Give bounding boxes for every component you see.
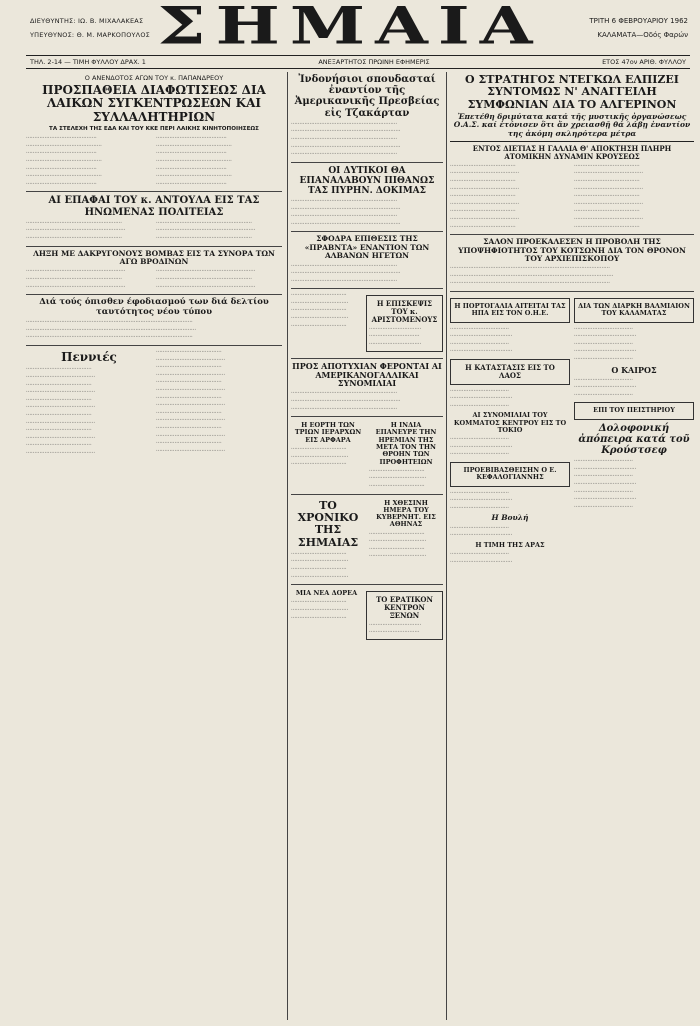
article-headline: Δολοφονική ἀπόπειρα κατά τοῦ Κρούστσεφ: [578, 422, 690, 456]
article-headline: ΤΟ ΧΡΟΝΙΚΟ ΤΗΣ ΣΗΜΑΙΑΣ: [297, 498, 359, 549]
column-left: [26, 72, 282, 1020]
issue-location: ΚΑΛΑΜΑΤΑ—Οδός Φαρών: [597, 31, 688, 39]
article-body: ··································· ·····································: [450, 551, 513, 565]
info-bar: [26, 55, 690, 69]
article-body: ························································· ··························································· ·························································: [26, 219, 126, 242]
article-headline: ΕΠΙ ΤΟΥ ΠΕΙΣΤΗΡΙΟΥ: [593, 406, 675, 415]
column-divider: [287, 72, 288, 1020]
article-body: ··································· ····································· ··································· ·····································: [450, 325, 513, 355]
article-body: ··································· ····································· ···································: [450, 489, 513, 511]
article-body: ······························································································· ································································································· ·······························································································: [450, 265, 614, 287]
article-subheadline: ΤΑ ΣΤΕΛΕΧΗ ΤΗΣ ΕΔΑ ΚΑΙ ΤΟΥ ΚΚΕ ΠΕΡΙ ΛΑΙΚΗΣ ΚΙΝΗΤΟΠΟΙΗΣΕΩΣ: [49, 126, 259, 133]
article-kicker: Ο ΑΝΕΝΔΟΤΟΣ ΑΓΩΝ ΤΟΥ κ. ΠΑΠΑΝΔΡΕΟΥ: [84, 74, 224, 82]
article-headline: Η Βουλή: [491, 513, 529, 523]
article-headline: Η ΠΟΡΤΟΓΑΛΙΑ ΑΙΤΕΙΤΑΙ ΤΑΣ ΗΠΑ ΕΙΣ ΤΟΝ Ο.Η.Ε.: [454, 302, 566, 318]
column-right: [450, 72, 694, 1020]
article-body: ··································· ····································· ···································: [450, 387, 513, 409]
article-headline: Η ΕΟΡΤΗ ΤΩΝ ΤΡΙΩΝ ΙΕΡΑΡΧΩΝ ΕΙΣ ΑΡΦΑΡΑ: [294, 421, 362, 444]
article-headline: ΣΑΛΟΝ ΠΡΟΕΚΑΛΕΣΕΝ Η ΠΡΟΒΟΛΗ ΤΗΣ ΥΠΟΨΗΦΙΟΤΗΤΟΣ ΤΟΥ ΚΟΤΣΩΝΗ ΔΙΑ ΤΟΝ ΘΡΟΝΟΝ ΤΟΥ ΑΡΧΙΕΠΙΣΚΟΠΟΥ: [458, 237, 686, 263]
article-headline: Πεννιές: [61, 349, 117, 364]
article-headline: ΜΙΑ ΝΕΑ ΔΟΡΕΑ: [295, 589, 358, 598]
paper-type: ΑΝΕΞΑΡΤΗΤΟΣ ΠΡΩΙΝΗ ΕΦΗΜΕΡΙΣ: [318, 58, 430, 66]
article-headline: Ἰνδονήσιοι σπουδασταί ἐναντίον τῆς Ἀμερικανικῆς Πρεσβείας εἰς Τζακάρταν: [294, 74, 440, 119]
article-body: ······································· ········································· ······································· ········································· ······································· ········································· ······································· ········································· ······································· ········································· ······································· ········································· ······································· ·········································: [156, 348, 226, 454]
column-center: [291, 72, 443, 1020]
article-body: ······························································· ································································· ······························································· ································································· ·······························································: [291, 120, 401, 158]
article-headline: ΑΙ ΣΥΝΟΜΙΛΙΑΙ ΤΟΥ ΚΟΜΜΑΤΟΣ ΚΕΝΤΡΟΥ ΕΙΣ ΤΟ ΤΟΚΙΟ: [453, 411, 567, 434]
article-headline: Διά τούς όπισθεν έφοδιασμού των διά δελτίου ταυτότητος νέου τύπου: [39, 297, 269, 317]
article-body: ································· ·································· ································· ··································: [369, 530, 427, 560]
article-body: ································· ·································· ·································: [369, 467, 427, 489]
article-headline: ΠΡΟΕΒΙΒΑΣΘΕΙΣΗΝ Ο Ε. ΚΕΦΑΛΟΓΙΑΝΝΗΣ: [463, 465, 557, 482]
article-headline: ΠΡΟΣΠΑΘΕΙΑ ΔΙΑΦΩΤΙΣΕΩΣ ΔΙΑ ΛΑΙΚΩΝ ΣΥΓΚΕΝΤΡΩΣΕΩΝ ΚΑΙ ΣΥΛΛΑΛΗΤΗΡΙΩΝ: [42, 83, 266, 124]
article-body: ······································· ········································· ······································· ········································· ······································· ········································· ······································· ········································· ·······································: [574, 162, 644, 230]
article-headline: ΠΡΟΣ ΑΠΟΤΥΧΙΑΝ ΦΕΡΟΝΤΑΙ ΑΙ ΑΜΕΡΙΚΑΝΟΓΑΛΛΙΚΑΙ ΣΥΝΟΜΙΛΙΑΙ: [292, 360, 442, 389]
article-body: ··································································································· ····································································································· ···································································································: [26, 319, 197, 341]
article-body: ······························································· ································································· ·······························································: [291, 262, 401, 284]
article-body: ······························································· ································································· ·······························································: [291, 390, 401, 412]
issue-number: ΕΤΟΣ 47ον ΑΡΙΘ. ΦΥΛΛΟΥ: [602, 58, 686, 66]
article-headline: Η ΕΠΙΣΚΕΨΙΣ ΤΟΥ κ. ΑΡΙΣΤΟΜΕΝΟΥΣ: [371, 299, 438, 324]
lead-headline: Ο ΣΤΡΑΤΗΓΟΣ ΝΤΕΓΚΩΛ ΕΛΠΙΖΕΙ ΣΥΝΤΟΜΩΣ Ν' ΑΝΑΓΓΕΙΛΗ ΣΥΜΦΩΝΙΑΝ ΔΙΑ ΤΟ ΑΛΓΕΡΙΝΟΝ: [465, 73, 679, 111]
article-headline: Ο ΚΑΙΡΟΣ: [611, 364, 657, 375]
editor-line: ΥΠΕΥΘΥΝΟΣ: Θ. Μ. ΜΑΡΚΟΠΟΥΛΟΣ: [30, 31, 150, 39]
price-info: ΤΗΛ. 2-14 — ΤΙΜΗ ΦΥΛΛΟΥ ΔΡΑΧ. 1: [30, 58, 146, 66]
article-body: ······································· ········································· ······································· ········································· ······································· ········································· ······································· ········································· ······································· ········································· ······································· ·········································: [26, 366, 96, 456]
article-headline: ΛΗΞΗ ΜΕ ΔΑΚΡΥΓΟΝΟΥΣ ΒΟΜΒΑΣ ΕΙΣ ΤΑ ΣΥΝΟΡΑ ΤΩΝ ΑΓΩ ΒΡΟΔΙΝΩΝ: [33, 248, 275, 266]
article-headline: ΔΙΑ ΤΩΝ ΔΙΑΡΚΗ ΒΑΛΜΙΑΙΟΝ ΤΟΥ ΚΑΛΑΜΑΤΑΣ: [578, 302, 690, 318]
article-headline: ΕΝΤΟΣ ΔΙΕΤΙΑΣ Η ΓΑΛΛΙΑ Θ' ΑΠΟΚΤΗΣΗ ΠΛΗΡΗ ΑΤΟΜΙΚΗΝ ΔΥΝΑΜΙΝ ΚΡΟΥΣΕΩΣ: [472, 144, 672, 161]
newspaper-title: ΣΗΜΑΙΑ: [157, 0, 543, 57]
director-line: ΔΙΕΥΘΥΝΤΗΣ: ΙΩ. Β. ΜΙΧΑΛΑΚΕΑΣ: [30, 17, 144, 25]
article-body: ··································· ·····································: [450, 524, 513, 539]
article-body: ······································· ········································· ······································· ········································· ······································· ········································· ······································· ········································· ·······································: [450, 162, 520, 230]
article-headline: Η ΧΘΕΣΙΝΗ ΗΜΕΡΑ ΤΟΥ ΚΥΒΕΡΝΗΤ. ΕΙΣ ΑΘΗΝΑΣ: [376, 498, 436, 529]
article-body: ························································· ··························································· ·························································: [156, 219, 256, 242]
article-headline: Η ΚΑΤΑΣΤΑΣΙΣ ΕΙΣ ΤΟ ΛΑΟΣ: [465, 362, 555, 380]
lead-deck: Ἐπετέθη δριμύτατα κατά τῆς μυστικῆς ὀργανώσεως Ο.Α.Σ. καί ἐτόνισεν ὅτι ἄν χρειασθῇ θά λάβῃ ἐναντίον της ἀκόμη σκληρότερα μέτρα: [453, 111, 691, 138]
article-headline: ΤΟ ΕΡΑΤΙΚΟΝ ΚΕΝΤΡΟΝ ΞΕΝΩΝ: [376, 595, 433, 620]
article-body: ······························· ······························ ·······························: [369, 325, 422, 347]
article-body: ································· ·································· ·································: [291, 599, 349, 621]
article-body: ································· ·································· ································· ·································· ·································: [291, 292, 349, 329]
article-body: ································· ·································· ·································: [291, 445, 349, 468]
article-body: ··························································· ························································· ···························································: [156, 268, 256, 290]
issue-date: ΤΡΙΤΗ 6 ΦΕΒΡΟΥΑΡΙΟΥ 1962: [589, 17, 688, 25]
article-headline: ΑΙ ΕΠΑΦΑΙ ΤΟΥ κ. ΑΝΤΟΥΛΑ ΕΙΣ ΤΑΣ ΗΝΩΜΕΝΑΣ ΠΟΛΙΤΕΙΑΣ: [48, 195, 260, 218]
article-body: ······························································· ································································· ······························································· ·································································: [291, 197, 401, 227]
article-headline: ΣΦΟΔΡΑ ΕΠΙΘΕΣΙΣ ΤΗΣ «ΠΡΑΒΝΤΑ» ΕΝΑΝΤΙΟΝ ΤΩΝ ΑΛΒΑΝΩΝ ΗΓΕΤΩΝ: [304, 234, 430, 261]
masthead-dateline: [589, 14, 688, 42]
article-body: ·········································· ············································· ·········································· ············································· ·········································· ············································· ··········································: [26, 135, 102, 187]
column-divider: [446, 72, 447, 1020]
article-body: ··································· ····································· ···································: [574, 376, 637, 398]
article-body: ··································· ····································· ··································· ····································· ··································· ····································· ···································: [574, 458, 637, 510]
article-body: ·········································· ············································· ·········································· ············································· ·········································· ············································· ··········································: [156, 135, 232, 187]
article-headline: Η ΤΙΜΗ ΤΗΣ ΑΡΑΣ: [475, 540, 545, 549]
article-body: ··························································· ························································· ···························································: [26, 268, 126, 290]
article-body: ··································· ····································· ··································· ····································· ···································: [574, 325, 637, 362]
article-body: ······························· ······························: [369, 621, 422, 636]
article-body: ··································· ····································· ···································: [450, 436, 513, 458]
article-headline: ΟΙ ΔΥΤΙΚΟΙ ΘΑ ΕΠΑΝΑΛΑΒΟΥΝ ΠΙΘΑΝΩΣ ΤΑΣ ΠΥΡΗΝ. ΔΟΚΙΜΑΣ: [299, 165, 435, 196]
article-body: ································· ·································· ································· ··································: [291, 550, 349, 580]
article-headline: Η ΙΝΔΙΑ ΕΠΑΝΕΥΡΕ ΤΗΝ ΗΡΕΜΙΑΝ ΤΗΣ ΜΕΤΑ ΤΟΝ ΤΗΝ ΘΡΟΗΝ ΤΩΝ ΠΡΟΦΗΤΕΙΩΝ: [375, 421, 437, 466]
